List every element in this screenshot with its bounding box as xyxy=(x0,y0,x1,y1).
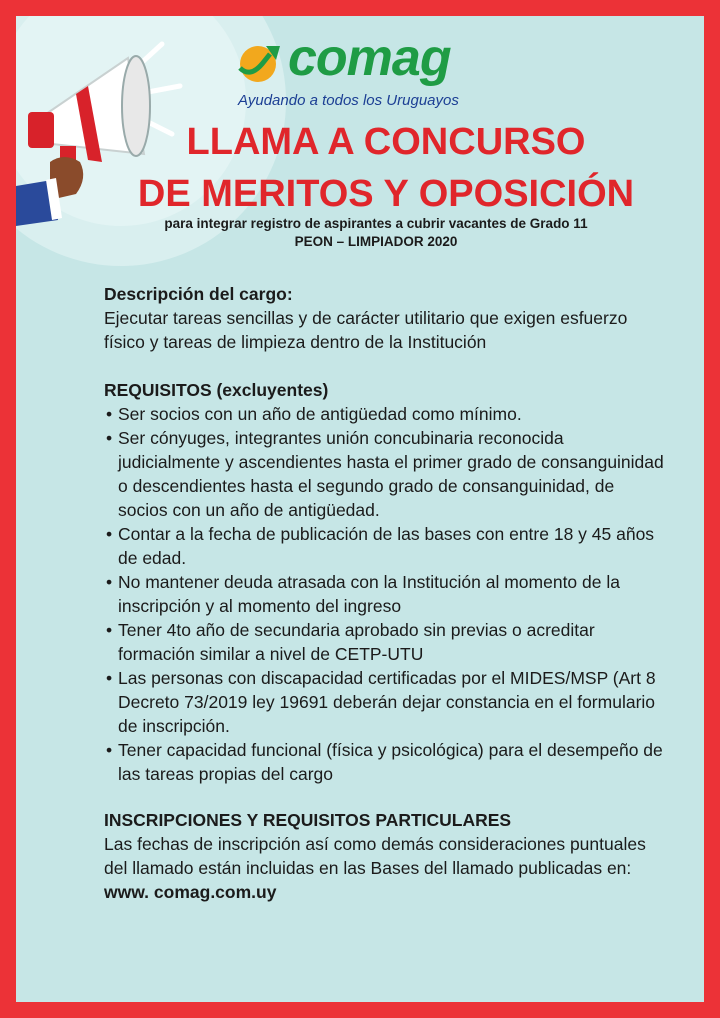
brand-tagline: Ayudando a todos los Uruguayos xyxy=(238,92,459,109)
list-item: • Contar a la fecha de publicación de las bases con entre 18 y 45 años de edad. xyxy=(106,524,655,568)
requisito-text: Ser socios con un año de antigüedad como mínimo. xyxy=(118,404,522,424)
list-item: • Tener capacidad funcional (física y psicológica) para el desempeño de las tareas propias del cargo xyxy=(106,740,663,784)
requisito-text: No mantener deuda atrasada con la Institución al momento de la inscripción y al momento del ingreso xyxy=(118,572,620,616)
requisito-text: Tener capacidad funcional (física y psicológica) para el desempeño de las tareas propias del cargo xyxy=(118,740,663,784)
subtitle xyxy=(96,215,656,251)
descripcion-heading: Descripción del cargo: xyxy=(104,284,293,304)
inscripciones-paragraph xyxy=(104,832,664,904)
comag-logo-icon xyxy=(236,38,284,86)
list-item: • Las personas con discapacidad certificadas por el MIDES/MSP (Art 8 Decreto 73/2019 ley 19691 deberán dejar constancia en el formulario de inscripción. xyxy=(106,668,656,736)
website-link[interactable]: www. comag.com.uy xyxy=(104,882,277,902)
brand xyxy=(236,29,486,122)
inscripciones-text: Las fechas de inscripción así como demás consideraciones puntuales del llamado están incluidas en las Bases del llamado publicadas en: xyxy=(104,834,646,878)
requisito-text: Las personas con discapacidad certificadas por el MIDES/MSP (Art 8 Decreto 73/2019 ley 19691 deberán dejar constancia en el formulario de inscripción. xyxy=(118,668,656,736)
poster xyxy=(16,16,704,1002)
brand-name: comag xyxy=(288,29,451,87)
title-line-1: LLAMA A CONCURSO xyxy=(186,121,586,163)
list-item: • No mantener deuda atrasada con la Institución al momento de la inscripción y al momento del ingreso xyxy=(106,572,620,616)
requisitos-list xyxy=(104,402,664,786)
subtitle-line-2: PEON – LIMPIADOR 2020 xyxy=(294,234,458,249)
title-line-2: DE MERITOS Y OPOSICIÓN xyxy=(137,173,635,215)
requisito-text: Contar a la fecha de publicación de las bases con entre 18 y 45 años de edad. xyxy=(118,524,655,568)
content xyxy=(104,282,664,904)
requisito-text: Tener 4to año de secundaria aprobado sin previas o acreditar formación similar a nivel de CETP-UTU xyxy=(118,620,595,664)
descripcion-text: Ejecutar tareas sencillas y de carácter utilitario que exigen esfuerzo físico y tareas de limpieza dentro de la Institución xyxy=(104,308,628,352)
requisito-text: Ser cónyuges, integrantes unión concubinaria reconocida judicialmente y ascendientes hasta el primer grado de consanguinidad o descendientes hasta el segundo grado de consanguinidad, de socios con un año de antigüedad. xyxy=(118,428,664,520)
subtitle-line-1: para integrar registro de aspirantes a cubrir vacantes de Grado 11 xyxy=(164,216,588,231)
list-item: • Ser cónyuges, integrantes unión concubinaria reconocida judicialmente y ascendientes hasta el primer grado de consanguinidad o descendientes hasta el segundo grado de consanguinidad, de socios con un año de antigüedad. xyxy=(106,428,664,520)
list-item: • Tener 4to año de secundaria aprobado sin previas o acreditar formación similar a nivel de CETP-UTU xyxy=(106,620,595,664)
inscripciones-heading: INSCRIPCIONES Y REQUISITOS PARTICULARES xyxy=(104,810,512,830)
list-item: • Ser socios con un año de antigüedad como mínimo. xyxy=(106,404,522,424)
requisitos-heading: REQUISITOS (excluyentes) xyxy=(104,380,329,400)
